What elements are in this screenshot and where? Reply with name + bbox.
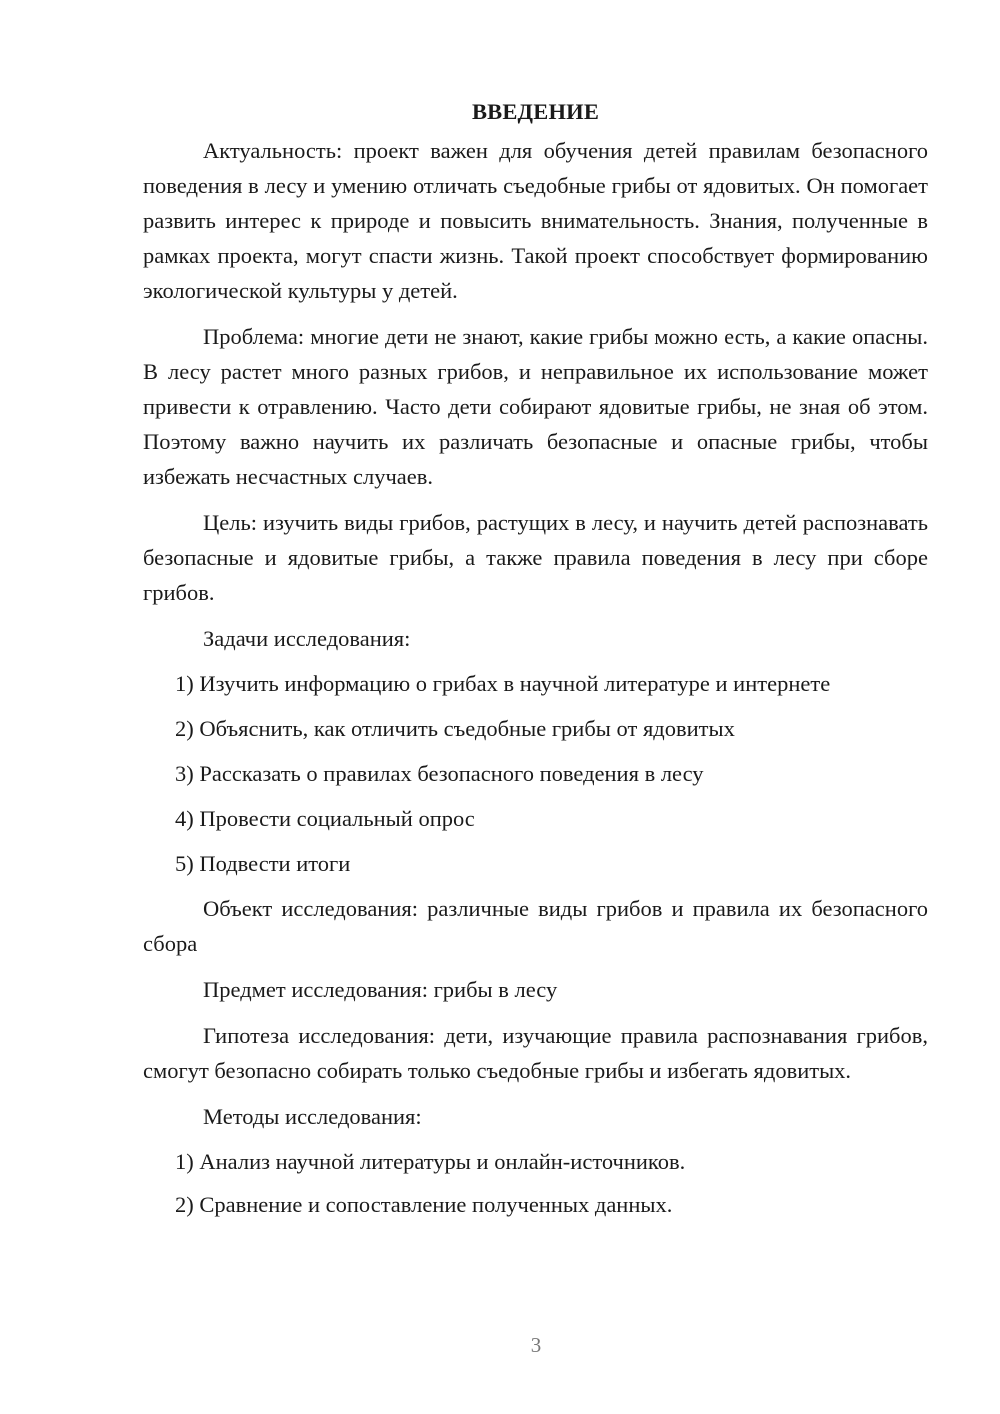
task-item: 2) Объяснить, как отличить съедобные грибы от ядовитых [175, 716, 735, 741]
method-item: 2) Сравнение и сопоставление полученных данных. [175, 1192, 673, 1217]
task-item: 4) Провести социальный опрос [175, 806, 475, 831]
methods-list [143, 1144, 928, 1222]
object-paragraph: Объект исследования: различные виды грибов и правила их безопасного сбора [143, 896, 928, 956]
hypothesis-paragraph: Гипотеза исследования: дети, изучающие правила распознавания грибов, смогут безопасно собирать только съедобные грибы и избегать ядовитых. [143, 1023, 928, 1083]
goal-paragraph: Цель: изучить виды грибов, растущих в лесу, и научить детей распознавать безопасные и ядовитые грибы, а также правила поведения в лесу при сборе грибов. [143, 510, 928, 605]
page-number: 3 [530, 1333, 542, 1357]
tasks-label: Задачи исследования: [203, 626, 411, 651]
relevance-paragraph: Актуальность: проект важен для обучения детей правилам безопасного поведения в лесу и умению отличать съедобные грибы от ядовитых. Он помогает развить интерес к природе и повысить внимательность. Знания, полученные в рамках проекта, могут спасти жизнь. Такой проект способствует формированию экологической культуры у детей. [143, 138, 928, 303]
text-column [143, 94, 928, 1232]
task-item: 1) Изучить информацию о грибах в научной литературе и интернете [175, 671, 831, 696]
subject-paragraph: Предмет исследования: грибы в лесу [203, 977, 558, 1002]
methods-label: Методы исследования: [203, 1104, 422, 1129]
method-item: 1) Анализ научной литературы и онлайн-источников. [175, 1149, 686, 1174]
section-heading: ВВЕДЕНИЕ [471, 99, 600, 124]
task-item: 3) Рассказать о правилах безопасного поведения в лесу [175, 761, 704, 786]
problem-paragraph: Проблема: многие дети не знают, какие грибы можно есть, а какие опасны. В лесу растет много разных грибов, и неправильное их использование может привести к отравлению. Часто дети собирают ядовитые грибы, не зная об этом. Поэтому важно научить их различать безопасные и опасные грибы, чтобы избежать несчастных случаев. [143, 324, 928, 489]
tasks-list [143, 666, 928, 881]
task-item: 5) Подвести итоги [175, 851, 351, 876]
